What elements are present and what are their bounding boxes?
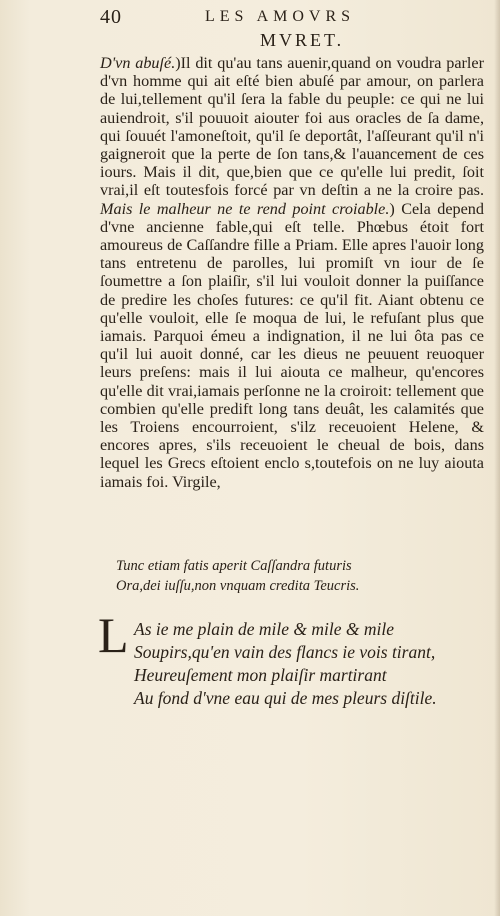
drop-capital: L bbox=[98, 607, 129, 663]
commentary-text: ) Cela depend d'vne ancienne fable,qui eſt telle. Phœbus étoit fort amoureus de Caſſandre fille a Priam. Elle apres l'auoir long tans entretenu de parolles, lui promiſt vn iour de ſe ſoumettre a ſon plaiſir, s'il lui vouloit donner la puiſſance de predire les choſes futures: ce qu'il fit. Aiant obtenu ce qu'elle vouloit, elle ſe moqua de lui, le refuſant plus que iamais. Parquoi émeu a indignation, il ne lui ôta pas ce qu'il lui auoit donné, car les dieus ne peuuent reuoquer leurs preſens: mais il lui aiouta ce malheur, qu'encores qu'elle dit vrai,iamais perſonne ne la croiroit: tellement que combien qu'elle predift long tans deuât, les calamités que les Troiens encourroient, s'ilz receuoient Helene, & encores apres, s'ils receuoient le cheual de bois, dans lequel les Grecs eſtoient enclo s,toutefois on ne luy aiouta iamais foi. Virgile, bbox=[100, 199, 484, 491]
verse-line: Au fond d'vne eau qui de mes pleurs diſtile. bbox=[134, 688, 437, 708]
commentary-text: )Il dit qu'au tans auenir,quand on voudra parler d'vn homme qui ait eſté bien abuſé par amour, on parlera de lui,tellement qu'il ſera la fable du peuple: ce qui ne lui auiendroit, s'il pouuoit aiouter foi aus oracles de ſa dame, qui ſouuét l'amoneſtoit, qu'il ſe deportât, l'aſſeurant qu'il n'i gaigneroit que la perte de ſon tans,& l'auancement de ces iours. Mais il dit, que,bien que ce qu'elle lui predit, ſoit vrai,il eſt toutesfois forcé par vn deſtin a ne la croire pas. bbox=[100, 54, 484, 200]
quotation-line: Tunc etiam fatis aperit Caſſandra futuris bbox=[116, 558, 352, 574]
quotation-line: Ora,dei iuſſu,non vnquam credita Teucris. bbox=[116, 578, 360, 594]
commentary-block bbox=[100, 54, 484, 491]
commentary-lemma: Mais le malheur ne te rend point croiable. bbox=[100, 199, 390, 218]
verse-line: Heureuſement mon plaiſir martirant bbox=[134, 665, 387, 685]
commentary-lemma: D'vn abuſé. bbox=[100, 54, 176, 72]
page-number: 40 bbox=[100, 6, 122, 28]
author-subtitle: MVRET. bbox=[260, 30, 345, 50]
verse-line: As ie me plain de mile & mile & mile bbox=[134, 619, 395, 639]
running-title: LES AMOVRS bbox=[205, 8, 356, 25]
verse-line: Soupirs,qu'en vain des flancs ie vois tirant, bbox=[134, 642, 436, 662]
sonnet-verses bbox=[134, 618, 494, 710]
page-edge-shadow bbox=[494, 0, 500, 916]
latin-quotation bbox=[116, 556, 476, 596]
